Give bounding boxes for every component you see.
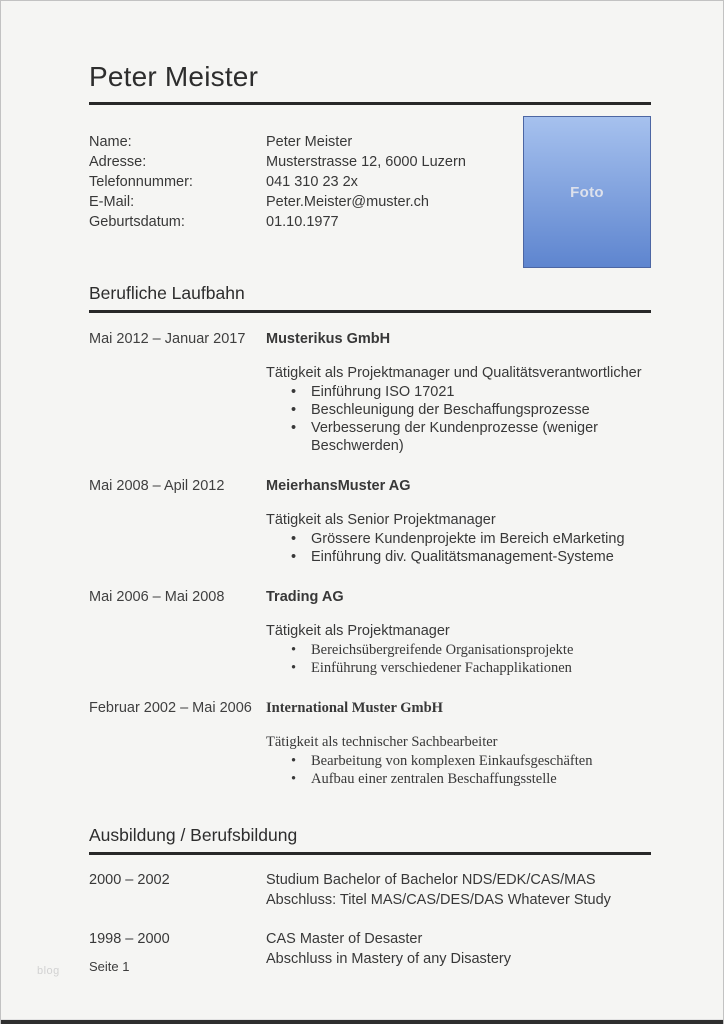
education-line1: Studium Bachelor of Bachelor NDS/EDK/CAS/MAS: [266, 872, 596, 888]
job-entry: [89, 330, 651, 455]
job-period: Mai 2012 – Januar 2017: [89, 331, 246, 347]
field-value: Peter Meister: [266, 134, 353, 150]
education-divider: [89, 852, 651, 855]
job-period: Mai 2006 – Mai 2008: [89, 589, 225, 605]
field-label: Adresse:: [89, 154, 147, 170]
job-details: [266, 588, 651, 677]
field-value: 01.10.1977: [266, 214, 339, 230]
field-value: Peter.Meister@muster.ch: [266, 194, 429, 210]
education-entry: [89, 930, 651, 969]
page-bottom-edge: [1, 1019, 723, 1024]
job-details: [266, 699, 651, 788]
field-label: Geburtsdatum:: [89, 214, 185, 230]
career-section: [89, 282, 651, 788]
job-details: [266, 477, 651, 566]
education-line1: CAS Master of Desaster: [266, 931, 423, 947]
field-label: Telefonnummer:: [89, 174, 193, 190]
field-label: Name:: [89, 134, 132, 150]
job-bullet-text: Grössere Kundenprojekte im Bereich eMarketing: [311, 531, 625, 547]
job-role: Tätigkeit als Projektmanager und Qualitätsverantwortlicher: [266, 365, 642, 381]
education-period: 1998 – 2000: [89, 931, 170, 947]
job-bullet-text: Beschleunigung der Beschaffungsprozesse: [311, 402, 590, 418]
job-bullet: [266, 770, 651, 788]
job-bullet-text: Bearbeitung von komplexen Einkaufsgeschäften: [311, 753, 593, 769]
education-period: 2000 – 2002: [89, 872, 170, 888]
job-entry: [89, 477, 651, 566]
job-bullets: [266, 752, 651, 788]
job-bullet-text: Einführung div. Qualitätsmanagement-Systeme: [311, 549, 614, 565]
job-company: International Muster GmbH: [266, 700, 443, 716]
job-bullet-text: Bereichsübergreifende Organisationsprojekte: [311, 642, 574, 658]
education-line2: Abschluss in Mastery of any Disastery: [266, 950, 511, 967]
job-bullet: [266, 659, 651, 677]
bullet-icon: •: [291, 771, 297, 787]
field-value: Musterstrasse 12, 6000 Luzern: [266, 154, 466, 170]
field-label: E-Mail:: [89, 194, 135, 210]
title-divider: [89, 102, 651, 105]
job-role: Tätigkeit als Senior Projektmanager: [266, 512, 496, 528]
bullet-icon: •: [291, 402, 297, 418]
education-details: [266, 871, 651, 910]
watermark-text: blog: [37, 965, 60, 977]
bullet-icon: •: [291, 642, 297, 658]
job-bullet-text: Einführung ISO 17021: [311, 384, 455, 400]
education-details: [266, 930, 651, 969]
bullet-icon: •: [291, 384, 297, 400]
photo-label: Foto: [570, 183, 604, 201]
job-bullet: [266, 419, 651, 455]
job-company: Trading AG: [266, 589, 344, 605]
page-number: Seite 1: [89, 959, 130, 974]
field-value: 041 310 23 2x: [266, 174, 358, 190]
job-period: Mai 2008 – Apil 2012: [89, 478, 225, 494]
career-divider: [89, 310, 651, 313]
job-bullets: [266, 641, 651, 677]
job-role: Tätigkeit als Projektmanager: [266, 623, 450, 639]
education-section: [89, 824, 651, 969]
education-entry: [89, 871, 651, 910]
job-bullets: [266, 383, 651, 455]
education-heading: Ausbildung / Berufsbildung: [89, 825, 298, 845]
page-title: Peter Meister: [89, 61, 259, 92]
job-bullet: [266, 383, 651, 401]
job-bullet: [266, 530, 651, 548]
job-entry: [89, 699, 651, 788]
job-role: Tätigkeit als technischer Sachbearbeiter: [266, 734, 498, 750]
bullet-icon: •: [291, 660, 297, 676]
bullet-icon: •: [291, 549, 297, 565]
job-bullet-text: Einführung verschiedener Fachapplikationen: [311, 660, 572, 676]
job-entry: [89, 588, 651, 677]
photo-placeholder: [523, 116, 651, 268]
career-heading: Berufliche Laufbahn: [89, 283, 245, 303]
bullet-icon: •: [291, 753, 297, 769]
job-bullet: [266, 548, 651, 566]
job-period: Februar 2002 – Mai 2006: [89, 700, 252, 716]
job-bullets: [266, 530, 651, 566]
bullet-icon: •: [291, 420, 297, 436]
job-bullet-text: Verbesserung der Kundenprozesse (weniger Beschwerden): [311, 420, 598, 454]
job-bullet: [266, 641, 651, 659]
education-line2: Abschluss: Titel MAS/CAS/DES/DAS Whatever Study: [266, 891, 611, 908]
job-bullet: [266, 752, 651, 770]
job-bullet-text: Aufbau einer zentralen Beschaffungsstelle: [311, 771, 557, 787]
job-company: Musterikus GmbH: [266, 331, 391, 347]
bullet-icon: •: [291, 531, 297, 547]
job-company: MeierhansMuster AG: [266, 478, 411, 494]
job-bullet: [266, 401, 651, 419]
job-details: [266, 330, 651, 455]
